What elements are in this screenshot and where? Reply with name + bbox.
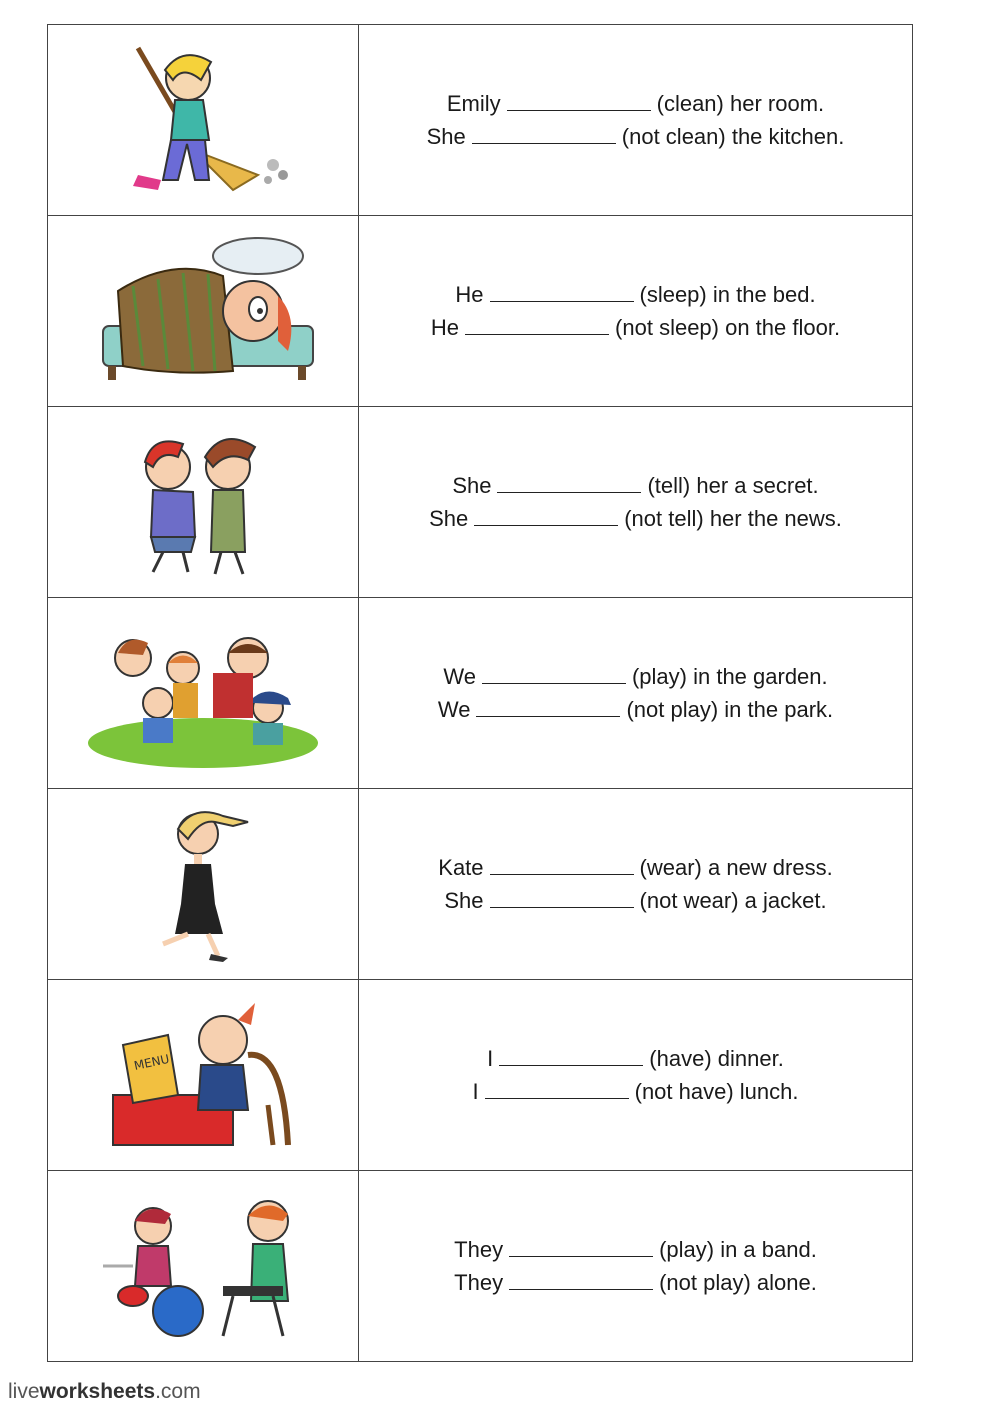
woman-in-dress-icon — [83, 804, 323, 964]
answer-blank[interactable] — [499, 1045, 643, 1066]
subject: They — [454, 1237, 504, 1262]
boy-in-bed-icon — [83, 231, 323, 391]
subject: We — [443, 664, 476, 689]
sentence-negative — [454, 1266, 817, 1299]
subject: They — [454, 1270, 504, 1295]
sentence-affirmative — [447, 87, 824, 120]
man-reading-menu-icon — [83, 995, 323, 1155]
verb-hint: (play) in a band. — [659, 1237, 817, 1262]
sentence-affirmative — [455, 278, 815, 311]
table-row — [48, 598, 913, 789]
subject: Kate — [438, 855, 484, 880]
picture-cell — [48, 407, 359, 598]
sentence-cell — [359, 598, 913, 789]
sentence-negative — [431, 311, 840, 344]
verb-hint: (have) dinner. — [649, 1046, 784, 1071]
sentence-affirmative — [452, 469, 818, 502]
subject: She — [444, 888, 484, 913]
subject: She — [426, 124, 466, 149]
band-players-icon — [83, 1186, 323, 1346]
sentence-affirmative — [443, 660, 827, 693]
subject: He — [430, 315, 460, 340]
sentence-cell — [359, 25, 913, 216]
table-row — [48, 980, 913, 1171]
sentence-cell — [359, 1171, 913, 1362]
answer-blank[interactable] — [509, 1236, 653, 1257]
verb-hint: (not play) in the park. — [626, 697, 834, 722]
picture-cell — [48, 25, 359, 216]
picture-cell — [48, 598, 359, 789]
subject: He — [455, 282, 484, 307]
sentence-cell — [359, 789, 913, 980]
sentence-cell — [359, 980, 913, 1171]
girl-sweeping-icon — [83, 40, 323, 200]
answer-blank[interactable] — [490, 281, 634, 302]
answer-blank[interactable] — [490, 887, 634, 908]
answer-blank[interactable] — [474, 505, 618, 526]
answer-blank[interactable] — [507, 90, 651, 111]
sentence-cell — [359, 216, 913, 407]
sentence-cell — [359, 407, 913, 598]
sentence-affirmative — [487, 1042, 784, 1075]
subject: We — [437, 697, 471, 722]
subject: She — [452, 473, 492, 498]
subject: I — [472, 1079, 479, 1104]
verb-hint: (sleep) in the bed. — [639, 282, 816, 307]
verb-hint: (not clean) the kitchen. — [621, 124, 845, 149]
subject: She — [429, 506, 469, 531]
table-row — [48, 216, 913, 407]
answer-blank[interactable] — [490, 854, 634, 875]
answer-blank[interactable] — [482, 663, 626, 684]
watermark-brand: worksheets — [39, 1380, 156, 1403]
sentence-negative — [473, 1075, 799, 1108]
verb-hint: (play) in the garden. — [631, 664, 828, 689]
verb-hint: (not have) lunch. — [634, 1079, 799, 1104]
table-row — [48, 25, 913, 216]
verb-hint: (clean) her room. — [656, 91, 825, 116]
watermark-suffix: .com — [155, 1380, 201, 1403]
family-in-garden-icon — [83, 613, 323, 773]
sentence-affirmative — [454, 1233, 817, 1266]
verb-hint: (not play) alone. — [659, 1270, 817, 1295]
watermark-prefix: live — [8, 1380, 40, 1403]
sentence-affirmative — [438, 851, 832, 884]
table-row — [48, 407, 913, 598]
picture-cell — [48, 216, 359, 407]
subject: I — [487, 1046, 494, 1071]
answer-blank[interactable] — [497, 472, 641, 493]
answer-blank[interactable] — [465, 314, 609, 335]
table-row — [48, 1171, 913, 1362]
table-row — [48, 789, 913, 980]
menu-sign: MENU — [132, 1051, 171, 1073]
sentence-negative — [429, 502, 842, 535]
site-watermark[interactable] — [8, 1380, 201, 1404]
worksheet-table — [47, 24, 913, 1362]
verb-hint: (not sleep) on the floor. — [615, 315, 841, 340]
answer-blank[interactable] — [472, 123, 616, 144]
answer-blank[interactable] — [509, 1269, 653, 1290]
picture-cell — [48, 980, 359, 1171]
verb-hint: (tell) her a secret. — [647, 473, 819, 498]
women-whispering-icon — [83, 422, 323, 582]
sentence-negative — [438, 693, 833, 726]
picture-cell — [48, 1171, 359, 1362]
verb-hint: (not wear) a jacket. — [639, 888, 827, 913]
answer-blank[interactable] — [476, 696, 620, 717]
picture-cell — [48, 789, 359, 980]
sentence-negative — [427, 120, 845, 153]
sentence-negative — [444, 884, 826, 917]
subject: Emily — [446, 91, 501, 116]
answer-blank[interactable] — [485, 1078, 629, 1099]
verb-hint: (not tell) her the news. — [624, 506, 842, 531]
verb-hint: (wear) a new dress. — [639, 855, 833, 880]
